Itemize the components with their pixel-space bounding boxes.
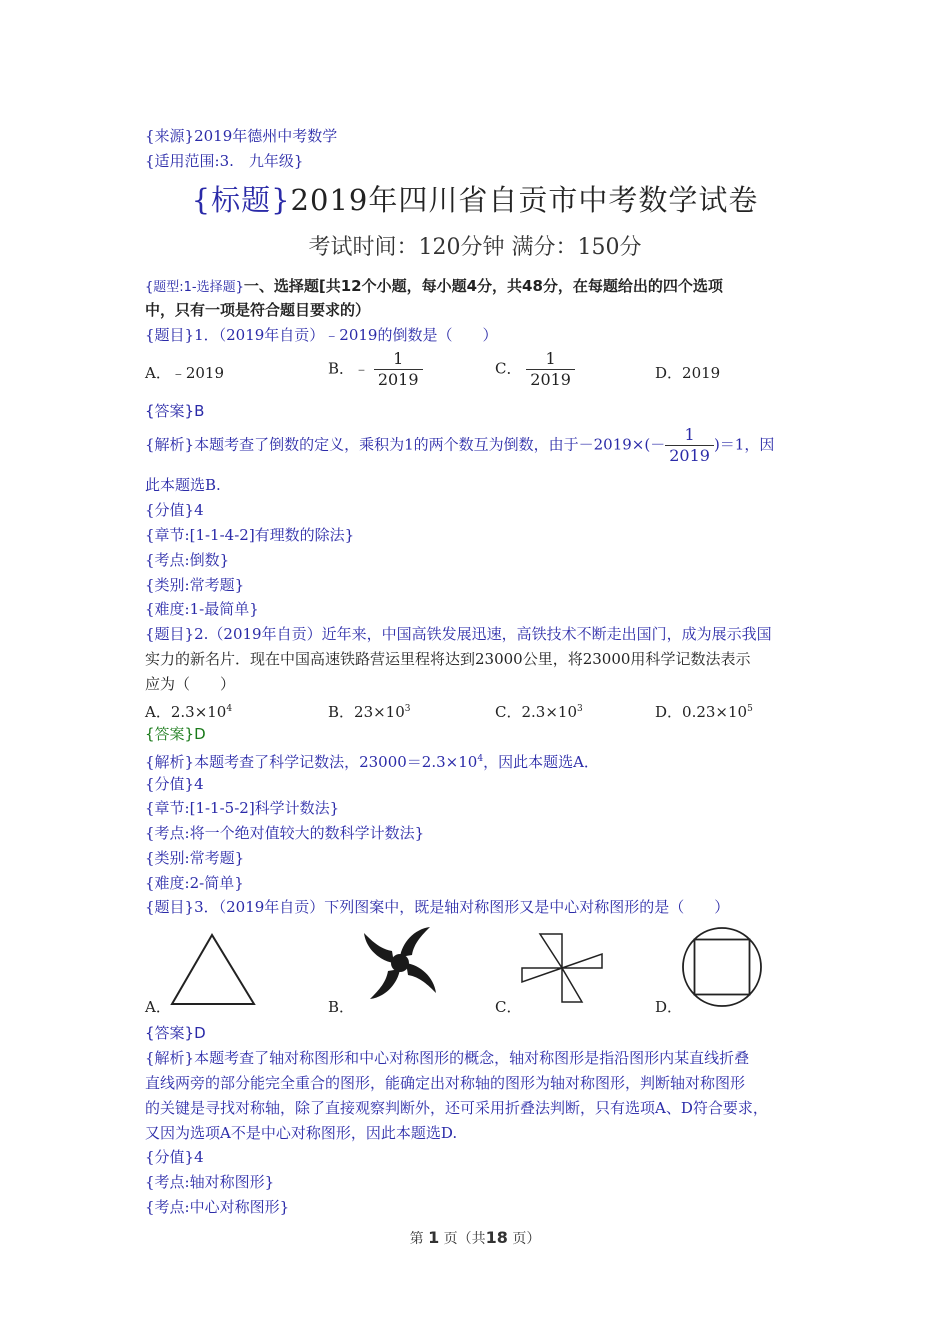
q1-category: {类别:常考题} bbox=[145, 576, 245, 594]
q3-analysis-line3: 的关键是寻找对称轴，除了直接观察判断外，还可采用折叠法判断，只有选项A、D符合要求， bbox=[145, 1099, 768, 1117]
section-heading bbox=[145, 275, 723, 299]
fraction-numerator: 1 bbox=[393, 349, 404, 368]
q2-option-b bbox=[328, 698, 411, 723]
q1-option-c bbox=[495, 349, 575, 390]
q2-category: {类别:常考题} bbox=[145, 849, 245, 867]
footer-post: 页） bbox=[512, 1231, 541, 1247]
q2-option-c-text: C．2.3×10 bbox=[495, 703, 577, 721]
q2-difficulty: {难度:2-简单} bbox=[145, 874, 244, 892]
q2-answer: {答案}D bbox=[145, 725, 206, 743]
q1-option-b-fraction bbox=[374, 349, 423, 390]
q1-analysis-pre: {解析}本题考查了倒数的定义，乘积为1的两个数互为倒数，由于－2019×(－ bbox=[145, 435, 666, 454]
q3-option-a-label: A． bbox=[145, 998, 171, 1016]
q3-option-d-label: D． bbox=[655, 998, 683, 1016]
q2-option-b-exp: 3 bbox=[404, 704, 411, 714]
page-title bbox=[0, 180, 950, 220]
q1-option-c-label: C． bbox=[495, 359, 522, 378]
q2-option-a-exp: 4 bbox=[226, 704, 233, 714]
q2-stem-line2: 实力的新名片．现在中国高速铁路营运里程将达到23000公里，将23000用科学记数法表示 bbox=[145, 650, 751, 668]
q2-option-b-text: B．23×10 bbox=[328, 703, 405, 721]
q2-analysis-pre: {解析}本题考查了科学记数法，23000＝2.3×10 bbox=[145, 753, 478, 771]
q3-option-b-label: B． bbox=[328, 998, 355, 1016]
q2-stem1-text: {题目}2.（2019年自贡）近年来，中国高铁发展迅速，高铁技术不断走出国门，成为展示我国 bbox=[145, 625, 772, 643]
q1-analysis-fraction bbox=[665, 425, 714, 466]
source-meta: {来源}2019年德州中考数学 bbox=[145, 127, 338, 145]
fraction-denominator: 2019 bbox=[665, 445, 714, 466]
footer-mid: 页（共 bbox=[443, 1231, 486, 1247]
fraction-denominator: 2019 bbox=[526, 369, 575, 390]
q2-option-d bbox=[655, 698, 753, 723]
q3-analysis-line2: 直线两旁的部分能完全重合的图形，能确定出对称轴的图形为轴对称图形，判断轴对称图形 bbox=[145, 1074, 746, 1092]
exam-info: 考试时间：120分钟 满分：150分 bbox=[308, 235, 642, 260]
q3-answer: {答案}D bbox=[145, 1024, 206, 1042]
q1-answer: {答案}B bbox=[145, 402, 205, 420]
q1-score: {分值}4 bbox=[145, 501, 204, 519]
q1-analysis bbox=[145, 425, 774, 466]
q3-point2: {考点:中心对称图形} bbox=[145, 1198, 290, 1216]
scope-meta: {适用范围:3. 九年级} bbox=[145, 152, 304, 170]
circle-square-figure bbox=[680, 925, 764, 1009]
q1-stem bbox=[145, 324, 497, 346]
q3-stem bbox=[145, 896, 729, 918]
q2-option-d-exp: 5 bbox=[747, 704, 753, 714]
q1-point: {考点:倒数} bbox=[145, 551, 230, 569]
q1-analysis-post: )＝1，因 bbox=[713, 435, 775, 454]
pinwheel-swirl-figure bbox=[357, 922, 443, 1004]
section-line2: 中，只有一项是符合题目要求的） bbox=[145, 301, 371, 319]
q3-analysis-line1: {解析}本题考查了轴对称图形和中心对称图形的概念，轴对称图形是指沿图形内某直线折叠 bbox=[145, 1049, 750, 1067]
q3-score: {分值}4 bbox=[145, 1148, 204, 1166]
q2-option-c-exp: 3 bbox=[577, 704, 583, 714]
q2-analysis-post: ，因此本题选A． bbox=[483, 753, 599, 771]
page-footer bbox=[0, 1228, 950, 1248]
q1-option-b bbox=[328, 349, 423, 390]
q3-point1: {考点:轴对称图形} bbox=[145, 1173, 275, 1191]
q1-difficulty: {难度:1-最简单} bbox=[145, 600, 259, 618]
triangle-figure bbox=[170, 932, 260, 1007]
q2-stem-line3: 应为（ ） bbox=[145, 675, 236, 693]
fraction-denominator: 2019 bbox=[374, 369, 423, 390]
q2-point: {考点:将一个绝对值较大的数科学计数法} bbox=[145, 824, 425, 842]
fraction-numerator: 1 bbox=[545, 349, 556, 368]
q2-stem-line1 bbox=[145, 623, 772, 645]
q2-analysis bbox=[145, 748, 599, 773]
q1-option-c-fraction bbox=[526, 349, 575, 390]
footer-page-number: 1 bbox=[428, 1228, 440, 1247]
q2-option-a bbox=[145, 698, 232, 723]
q3-option-c-label: C． bbox=[495, 998, 522, 1016]
q3-stem-text: {题目}3．（2019年自贡）下列图案中，既是轴对称图形又是中心对称图形的是（ ） bbox=[145, 898, 730, 916]
footer-pre: 第 bbox=[409, 1231, 424, 1247]
q2-option-d-text: D．0.23×10 bbox=[655, 703, 748, 721]
q1-chapter: {章节:[1-1-4-2]有理数的除法} bbox=[145, 526, 355, 544]
q2-score: {分值}4 bbox=[145, 775, 204, 793]
q3-analysis-line4: 又因为选项A不是中心对称图形，因此本题选D. bbox=[145, 1124, 458, 1142]
windmill-figure bbox=[520, 930, 606, 1006]
q1-stem-text: {题目}1．（2019年自贡）﹣2019的倒数是（ ） bbox=[145, 326, 498, 344]
title-text: 2019年四川省自贡市中考数学试卷 bbox=[290, 183, 759, 217]
section-tag: {题型:1-选择题} bbox=[145, 280, 244, 295]
title-tag: {标题} bbox=[191, 183, 291, 217]
q1-option-a: A．﹣2019 bbox=[145, 364, 225, 382]
footer-total-pages: 18 bbox=[485, 1228, 508, 1247]
fraction-numerator: 1 bbox=[684, 425, 695, 444]
q2-option-c bbox=[495, 698, 583, 723]
q2-option-a-text: A．2.3×10 bbox=[145, 703, 227, 721]
q2-analysis-exp: 4 bbox=[477, 754, 484, 764]
q1-option-b-label: B．﹣ bbox=[328, 359, 370, 378]
q1-option-d: D．2019 bbox=[655, 364, 721, 382]
q1-analysis-line2: 此本题选B. bbox=[145, 476, 221, 494]
section-line1: 一、选择题[共12个小题，每小题4分，共48分，在每题给出的四个选项 bbox=[243, 277, 723, 295]
q2-chapter: {章节:[1-1-5-2]科学计数法} bbox=[145, 799, 340, 817]
